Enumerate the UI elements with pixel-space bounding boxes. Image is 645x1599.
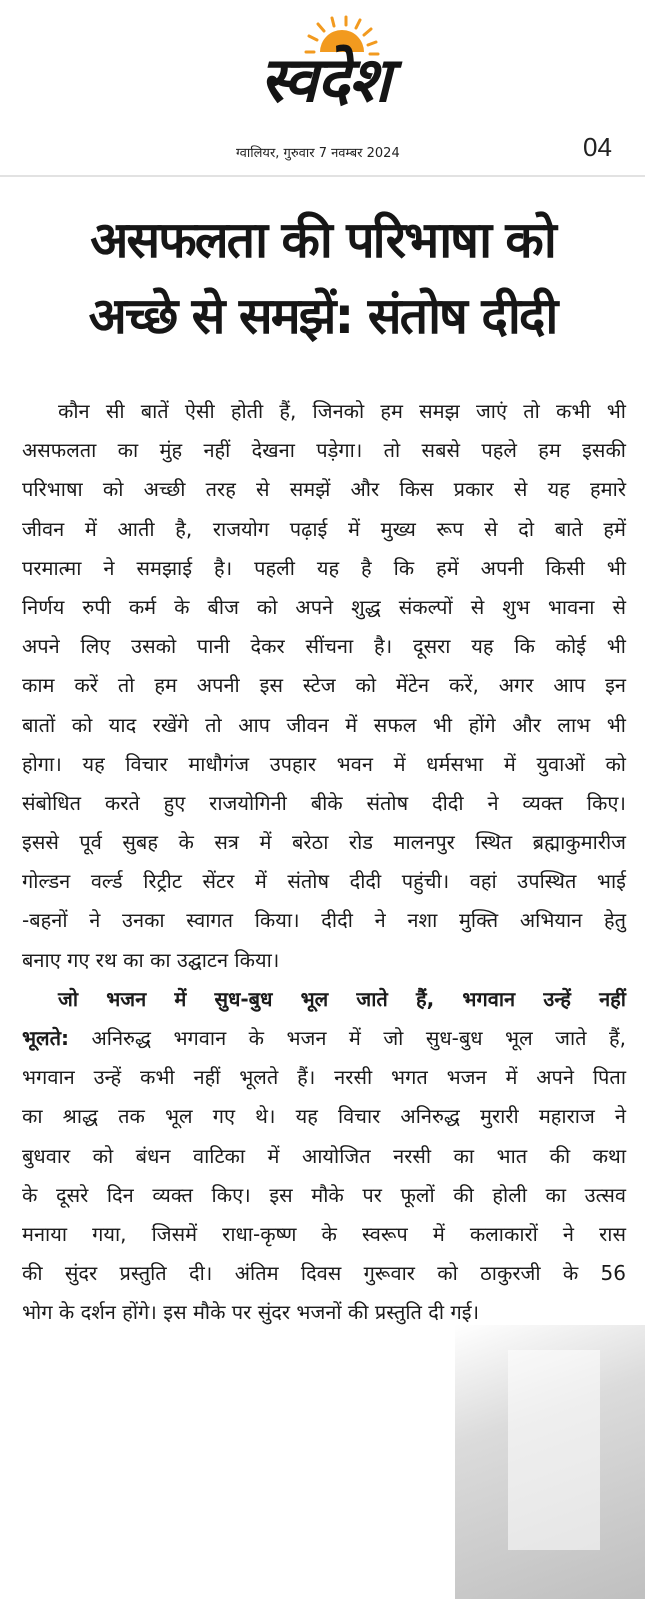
subhead-rest: अनिरुद्ध भगवान के भजन में जो सुध-बुध भूल जाते हैं,: [69, 1026, 626, 1050]
body-line: गोल्डन वर्ल्ड रिट्रीट सेंटर में संतोष दीदी पहुंची। वहां उपस्थित भाई: [22, 869, 626, 894]
body-line: संबोधित करते हुए राजयोगिनी बीके संतोष दीदी ने व्यक्त किए।: [22, 790, 626, 815]
body-line: निर्णय रुपी कर्म के बीज को अपने शुद्ध संकल्पों से शुभ भावना से: [22, 594, 626, 619]
body-line: काम करें तो हम अपनी इस स्टेज को मेंटेन करें, अगर आप इन: [22, 673, 626, 698]
body-line: -बहनों ने उनका स्वागत किया। दीदी ने नशा मुक्ति अभियान हेतु: [22, 908, 626, 933]
body-line: बनाए गए रथ का का उद्घाटन किया।: [22, 947, 280, 972]
body-line: परमात्मा ने समझाई है। पहली यह है कि हमें अपनी किसी भी: [22, 555, 626, 580]
body-line: मनाया गया, जिसमें राधा-कृष्ण के स्वरूप में कलाकारों ने रास: [22, 1221, 626, 1246]
subhead-bold: भूलते:: [22, 1026, 70, 1050]
subhead-line-2: [22, 1019, 626, 1058]
body-line: परिभाषा को अच्छी तरह से समझें और किस प्रकार से यह हमारे: [22, 477, 626, 502]
body-line: कौन सी बातें ऐसी होती हैं, जिनको हम समझ जाएं तो कभी भी: [58, 399, 626, 423]
logo-text: स्वदेश: [260, 43, 390, 116]
body-line: बुधवार को बंधन वाटिका में आयोजित नरसी का भात की कथा: [22, 1143, 626, 1168]
body-line: भोग के दर्शन होंगे। इस मौके पर सुंदर भजनों की प्रस्तुति दी गई।: [22, 1300, 480, 1325]
body-line: की सुंदर प्रस्तुति दी। अंतिम दिवस गुरूवार को ठाकुरजी के 56: [22, 1261, 626, 1286]
header-divider: [0, 175, 645, 177]
article-body: [22, 392, 626, 1333]
body-line: जीवन में आती है, राजयोग पढ़ाई में मुख्य रूप से दो बाते हमें: [22, 516, 626, 541]
body-line: अपने लिए उसको पानी देकर सींचना है। दूसरा यह कि कोई भी: [22, 634, 626, 659]
body-line: के दूसरे दिन व्यक्त किए। इस मौके पर फूलों की होली का उत्सव: [22, 1182, 626, 1207]
body-line: होगा। यह विचार माधौगंज उपहार भवन में धर्मसभा में युवाओं को: [22, 751, 626, 776]
subhead-line-1: जो भजन में सुध-बुध भूल जाते हैं, भगवान उन्हें नहीं: [58, 986, 626, 1011]
dateline: ग्वालियर, गुरुवार 7 नवम्बर 2024: [236, 146, 400, 161]
page-number: 04: [583, 132, 612, 162]
body-line: का श्राद्ध तक भूल गए थे। यह विचार अनिरुद्ध मुरारी महाराज ने: [22, 1104, 626, 1129]
article-headline: [0, 202, 645, 354]
headline-line-1: असफलता की परिभाषा को: [90, 211, 555, 269]
newspaper-logo: [190, 12, 460, 122]
body-line: असफलता का मुंह नहीं देखना पड़ेगा। तो सबसे पहले हम इसकी: [22, 438, 626, 463]
body-line: भगवान उन्हें कभी नहीं भूलते हैं। नरसी भगत भजन में अपने पिता: [22, 1065, 626, 1090]
masthead: [0, 0, 645, 178]
scan-watermark-inner: [508, 1350, 600, 1550]
body-line: इससे पूर्व सुबह के सत्र में बरेठा रोड मालनपुर स्थित ब्रह्माकुमारीज: [22, 830, 626, 855]
body-line: बातों को याद रखेंगे तो आप जीवन में सफल भी होंगे और लाभ भी: [22, 712, 626, 737]
headline-line-2: अच्छे से समझें: संतोष दीदी: [88, 287, 557, 345]
